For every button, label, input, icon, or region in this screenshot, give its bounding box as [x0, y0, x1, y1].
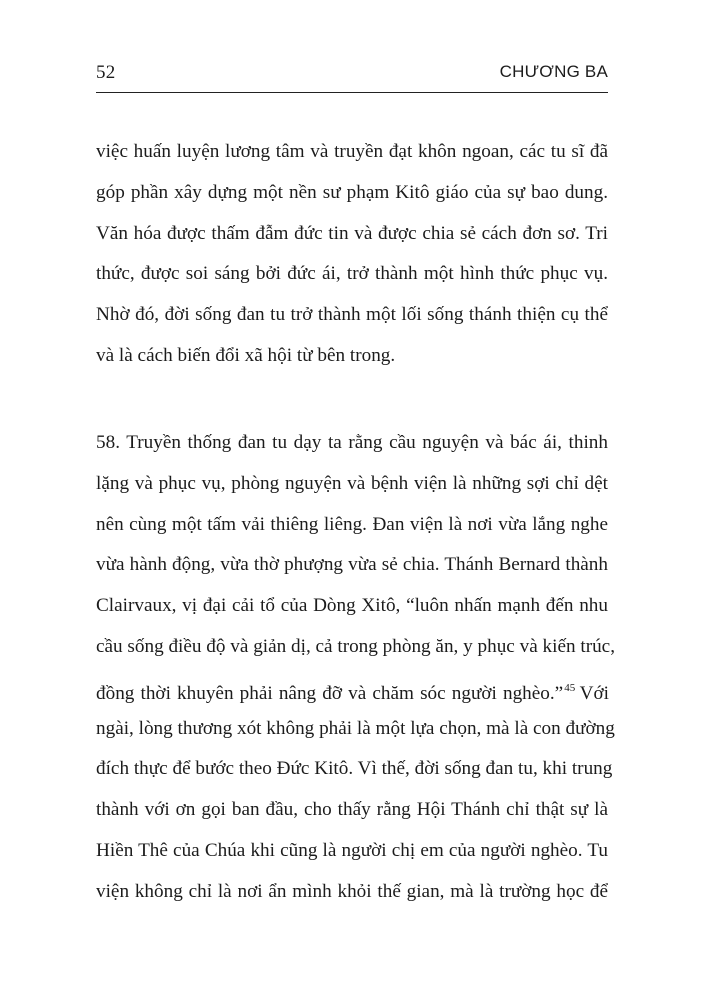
- text-line: và là cách biến đổi xã hội từ bên trong.: [96, 344, 396, 366]
- page-header: [96, 62, 608, 93]
- page-number: 52: [96, 62, 116, 83]
- text-line: việc huấn luyện lương tâm và truyền đạt khôn ngoan, các tu sĩ đã: [96, 141, 608, 162]
- text-line: đích thực để bước theo Đức Kitô. Vì thế, đời sống đan tu, khi trung: [96, 758, 613, 780]
- text-line: Văn hóa được thấm đẫm đức tin và được chia sẻ cách đơn sơ. Tri: [96, 222, 608, 244]
- text-line: vừa hành động, vừa thờ phượng vừa sẻ chia. Thánh Bernard thành: [96, 554, 608, 576]
- paragraph-1: [96, 132, 608, 377]
- text-line: 58. Truyền thống đan tu dạy ta rằng cầu nguyện và bác ái, thinh: [96, 432, 608, 453]
- chapter-title: CHƯƠNG BA: [499, 62, 608, 81]
- text-line: góp phần xây dựng một nền sư phạm Kitô giáo của sự bao dung.: [96, 181, 608, 203]
- text-line: lặng và phục vụ, phòng nguyện và bệnh viện là những sợi chỉ dệt: [96, 472, 608, 494]
- text-line: Hiền Thê của Chúa khi cũng là người chị em của người nghèo. Tu: [96, 839, 608, 861]
- paragraph-2: [96, 423, 615, 913]
- text-line: viện không chỉ là nơi ẩn mình khỏi thế gian, mà là trường học để: [96, 880, 608, 902]
- footnote-marker[interactable]: 45: [564, 681, 576, 694]
- text-line-with-footnote: [96, 668, 608, 709]
- text-line: Clairvaux, vị đại cải tổ của Dòng Xitô, “luôn nhấn mạnh đến nhu: [96, 595, 608, 617]
- text-line: thành với ơn gọi ban đầu, cho thấy rằng Hội Thánh chỉ thật sự là: [96, 799, 608, 821]
- text-line: nên cùng một tấm vải thiêng liêng. Đan viện là nơi vừa lắng nghe: [96, 513, 608, 535]
- text-line: thức, được soi sáng bởi đức ái, trở thành một hình thức phục vụ.: [96, 263, 608, 285]
- text-line: Nhờ đó, đời sống đan tu trở thành một lối sống thánh thiện cụ thể: [96, 304, 608, 326]
- text-line: ngài, lòng thương xót không phải là một lựa chọn, mà là con đường: [96, 717, 615, 739]
- text-segment: Với: [575, 682, 609, 704]
- text-segment: đồng thời khuyên phải nâng đỡ và chăm sóc người nghèo.”: [96, 682, 564, 704]
- text-line: cầu sống điều độ và giản dị, cả trong phòng ăn, y phục và kiến trúc,: [96, 635, 615, 657]
